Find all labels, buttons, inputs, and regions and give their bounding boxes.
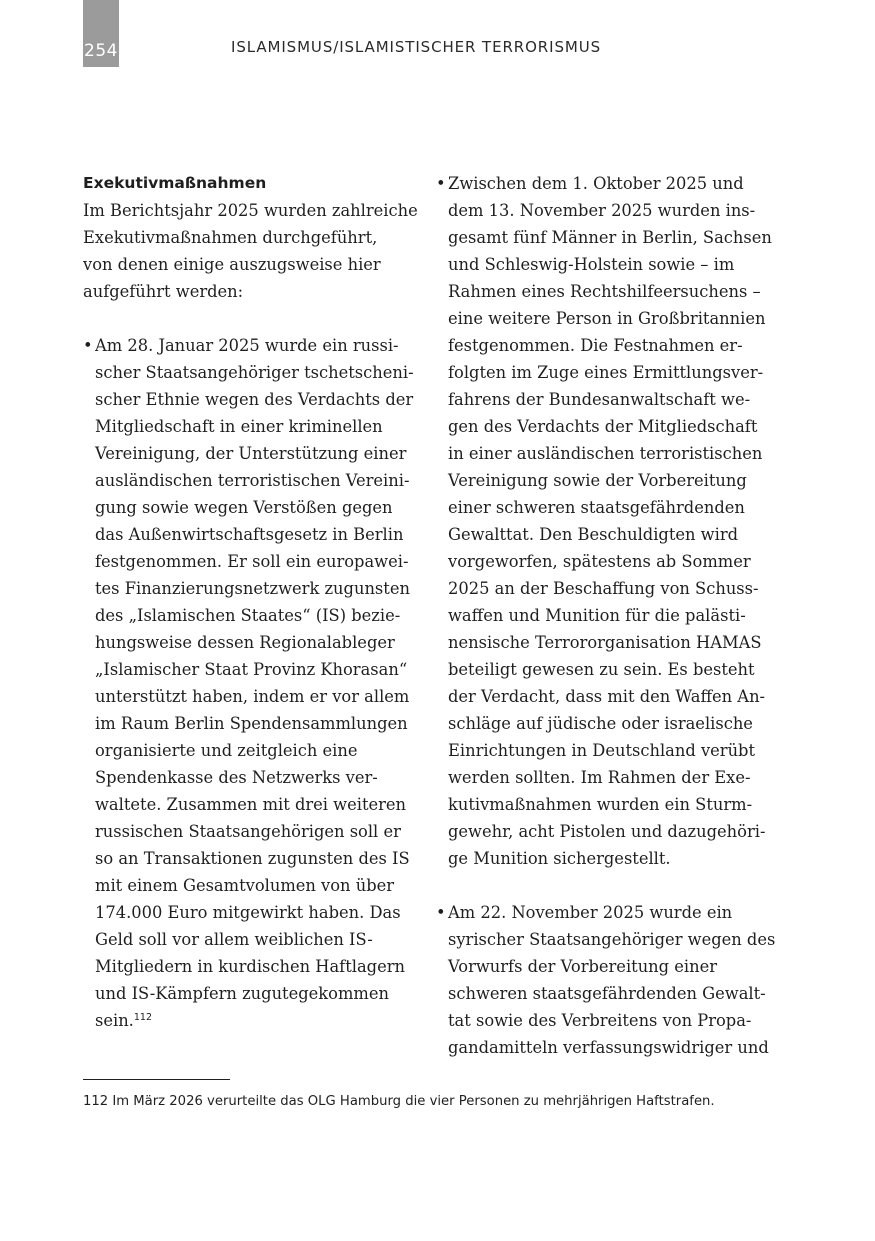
footnote-divider [83,1079,230,1080]
text-line: Mitgliedern in kurdischen Haftlagern [95,957,405,976]
text-line: aufgeführt werden: [83,282,244,301]
bullet-marker: • [436,174,446,193]
text-line: „Islamischer Staat Provinz Khorasan“ [95,660,408,679]
text-line: ausländischen terroristischen Vereini- [95,471,410,490]
text-line: hungsweise dessen Regionalableger [95,633,395,652]
text-line: beteiligt gewesen zu sein. Es besteht [448,660,755,679]
text-line: kutivmaßnahmen wurden ein Sturm- [448,795,753,814]
text-line: organisierte und zeitgleich eine [95,741,358,760]
page-number-box [83,0,119,67]
text-line: einer schweren staatsgefährdenden [448,498,745,517]
text-line: nensische Terrororganisation HAMAS [448,633,762,652]
text-line: eine weitere Person in Großbritannien [448,309,766,328]
text-line: festgenommen. Die Festnahmen er- [448,336,743,355]
text-line: Im Berichtsjahr 2025 wurden zahlreiche [83,201,418,220]
text-line: das Außenwirtschaftsgesetz in Berlin [95,525,404,544]
text-line: gewehr, acht Pistolen und dazugehöri- [448,822,766,841]
left-column [83,170,418,1034]
text-line: 2025 an der Beschaffung von Schuss- [448,579,759,598]
text-line: Exekutivmaßnahmen durchgeführt, [83,228,378,247]
text-line: schweren staatsgefährdenden Gewalt- [448,984,766,1003]
bullet-item-1 [83,332,414,1034]
text-line: tes Finanzierungsnetzwerk zugunsten [95,579,410,598]
text-line-last [95,1007,408,1034]
text-line: Spendenkasse des Netzwerks ver- [95,768,378,787]
right-column [436,170,776,1061]
text-line: werden sollten. Im Rahmen der Exe- [448,768,751,787]
last-line-text: sein. [95,1011,134,1030]
text-line: Vereinigung, der Unterstützung einer [95,444,407,463]
text-line: unterstützt haben, indem er vor allem [95,687,410,706]
intro-paragraph [83,197,418,305]
text-line: schläge auf jüdische oder israelische [448,714,753,733]
text-line: Zwischen dem 1. Oktober 2025 und [448,174,744,193]
text-line: tat sowie des Verbreitens von Propa- [448,1011,752,1030]
text-line: scher Staatsangehöriger tschetscheni- [95,363,414,382]
bullet-item-2 [436,170,772,872]
section-heading: Exekutivmaßnahmen [83,174,267,192]
text-line: fahrens der Bundesanwaltschaft we- [448,390,751,409]
text-line: und Schleswig-Holstein sowie – im [448,255,735,274]
text-line: vorgeworfen, spätestens ab Sommer [448,552,751,571]
bullet-marker: • [436,903,446,922]
text-line: dem 13. November 2025 wurden ins- [448,201,756,220]
text-line: Vereinigung sowie der Vorbereitung [448,471,747,490]
text-line: festgenommen. Er soll ein europawei- [95,552,409,571]
text-line: russischen Staatsangehörigen soll er [95,822,401,841]
text-line: syrischer Staatsangehöriger wegen des [448,930,776,949]
text-line: gesamt fünf Männer in Berlin, Sachsen [448,228,772,247]
text-line: von denen einige auszugsweise hier [83,255,381,274]
text-line: Vorwurfs der Vorbereitung einer [448,957,718,976]
text-line: der Verdacht, dass mit den Waffen An- [448,687,766,706]
footnote-text: 112 Im März 2026 verurteilte das OLG Hamburg die vier Personen zu mehrjährigen Haftstrafen. [83,1094,715,1109]
text-line: und IS-Kämpfern zugutegekommen [95,984,389,1003]
bullet-item-3 [436,899,776,1061]
text-line: Mitgliedschaft in einer kriminellen [95,417,383,436]
text-line: Einrichtungen in Deutschland verübt [448,741,756,760]
text-line: so an Transaktionen zugunsten des IS [95,849,410,868]
text-line: in einer ausländischen terroristischen [448,444,763,463]
text-line: folgten im Zuge eines Ermittlungsver- [448,363,764,382]
text-line: Am 28. Januar 2025 wurde ein russi- [95,336,399,355]
text-line: scher Ethnie wegen des Verdachts der [95,390,414,409]
text-line: ge Munition sichergestellt. [448,849,671,868]
text-line: im Raum Berlin Spendensammlungen [95,714,408,733]
text-line: 174.000 Euro mitgewirkt haben. Das [95,903,401,922]
text-line: mit einem Gesamtvolumen von über [95,876,395,895]
bullet-marker: • [83,336,93,355]
text-line: gen des Verdachts der Mitgliedschaft [448,417,758,436]
text-line: Gewalttat. Den Beschuldigten wird [448,525,739,544]
text-line: Am 22. November 2025 wurde ein [448,903,733,922]
footnote-reference[interactable]: 112 [133,1012,152,1023]
text-line: waltete. Zusammen mit drei weiteren [95,795,407,814]
text-line: Geld soll vor allem weiblichen IS- [95,930,373,949]
page-number: 254 [84,41,118,61]
text-line: gandamitteln verfassungswidriger und [448,1038,769,1057]
text-line: des „Islamischen Staates“ (IS) bezie- [95,606,401,625]
text-line: Rahmen eines Rechtshilfeersuchens – [448,282,761,301]
text-line: waffen und Munition für die palästi- [448,606,746,625]
running-header: ISLAMISMUS/ISLAMISTISCHER TERRORISMUS [231,38,602,56]
text-line: gung sowie wegen Verstößen gegen [95,498,393,517]
